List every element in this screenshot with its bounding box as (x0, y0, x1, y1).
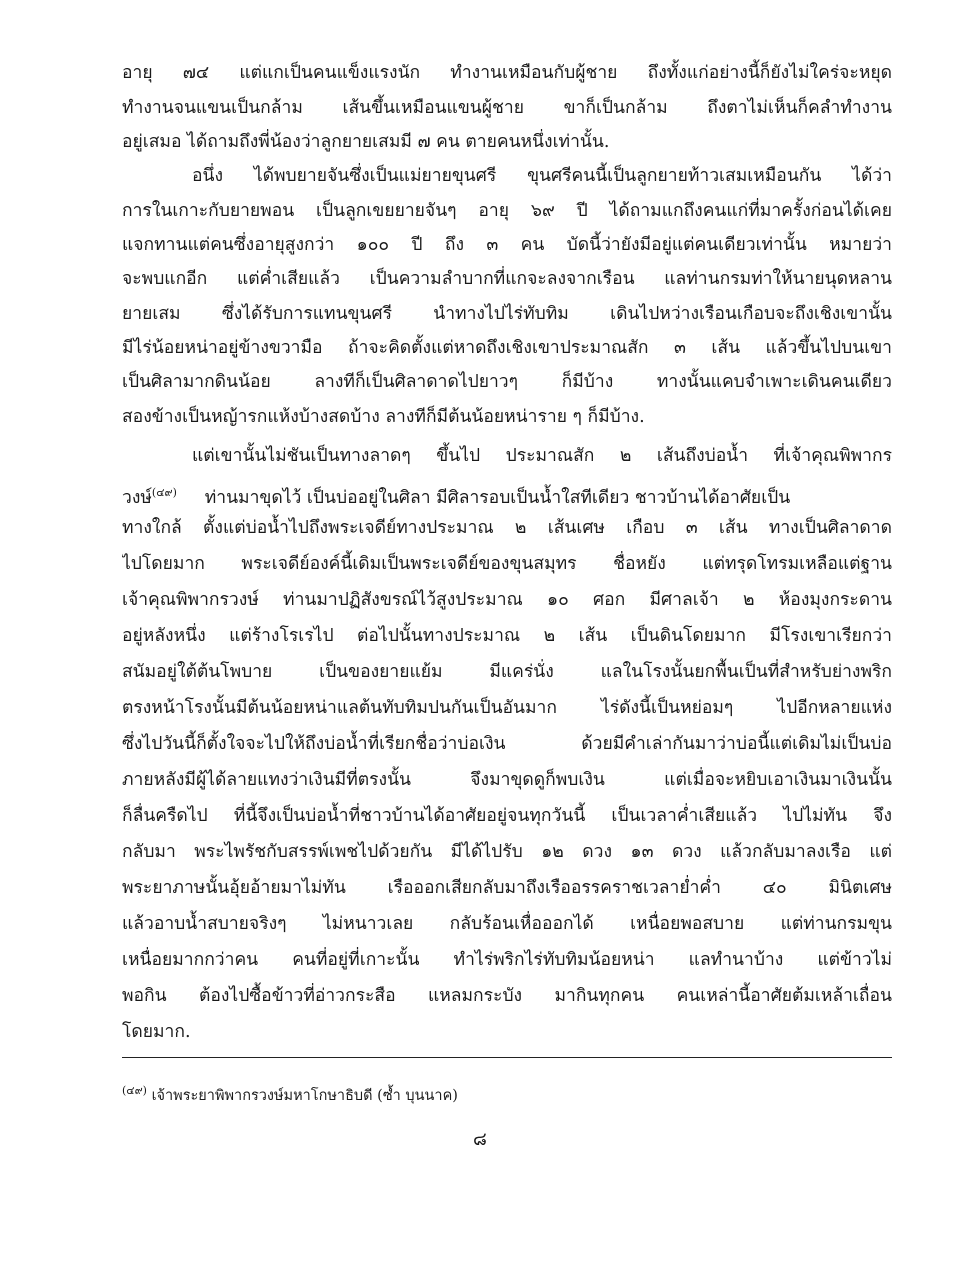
text-line: อายุ ๗๔ แต่แกเป็นคนแข็งแรงนัก ทำงานเหมือนกับผู้ชาย ถึงทั้งแก่อย่างนี้ก็ยังไม่ใคร่จะหยุด (122, 63, 892, 83)
text-line: เป็นศิลามากดินน้อย ลางทีก็เป็นศิลาดาดไปยาวๆ ก็มีบ้าง ทางนั้นแคบจำเพาะเดินคนเดียว (122, 372, 892, 392)
text-line: สองข้างเป็นหญ้ารกแห้งบ้างสดบ้าง ลางทีก็มีต้นน้อยหน่าราย ๆ ก็มีบ้าง. (122, 407, 645, 427)
text-line: อยู่เสมอ ได้ถามถึงพี่น้องว่าลูกยายเสมมี ๗ คน ตายคนหนึ่งเท่านั้น. (122, 132, 610, 152)
footnote-reference: (๔๙) (151, 486, 177, 499)
text-line: ภายหลังมีผู้ได้ลายแทงว่าเงินมีที่ตรงนั้น จึงมาขุดดูก็พบเงิน แต่เมื่อจะหยิบเอาเงินมาเงินนั้น (122, 770, 892, 790)
text-line: ทำงานจนแขนเป็นกล้าม เส้นขึ้นเหมือนแขนผู้ชาย ขาก็เป็นกล้าม ถึงตาไม่เห็นก็คลำทำงาน (122, 98, 892, 118)
footnote-marker: (๔๙) (122, 1084, 147, 1097)
text-line: เจ้าคุณพิพากรวงษ์ ท่านมาปฏิสังขรณ์ไว้สูงประมาณ ๑๐ ศอก มีศาลเจ้า ๒ ห้องมุงกระดาน (122, 590, 892, 610)
text-line: ก็ลื่นครืดไป ที่นี้จึงเป็นบ่อน้ำที่ชาวบ้านได้อาศัยอยู่จนทุกวันนี้ เป็นเวลาค่ำเสียแล้ว ไปไม่ทัน จึง (122, 806, 892, 826)
text-line: ตรงหน้าโรงนั้นมีต้นน้อยหน่าแลต้นทับทิมปนกันเป็นอันมาก ไร่ดังนี้เป็นหย่อมๆ ไปอีกหลายแห่ง (122, 698, 892, 718)
text-line: ทางใกล้ ตั้งแต่บ่อน้ำไปถึงพระเจดีย์ทางประมาณ ๒ เส้นเศษ เกือบ ๓ เส้น ทางเป็นศิลาดาด (122, 518, 892, 538)
text-line: อนึ่ง ได้พบยายจันซึ่งเป็นแม่ยายขุนศรี ขุนศรีคนนี้เป็นลูกยายท้าวเสมเหมือนกัน ได้ว่า (192, 166, 892, 186)
text-line: มีไร่น้อยหน่าอยู่ข้างขวามือ ถ้าจะคิดตั้งแต่หาดถึงเชิงเขาประมาณสัก ๓ เส้น แล้วขึ้นไปบนเขา (122, 338, 892, 358)
text-line: แจกทานแต่คนซึ่งอายุสูงกว่า ๑๐๐ ปี ถึง ๓ คน บัดนี้ว่ายังมีอยู่แต่คนเดียวเท่านั้น หมายว่า (122, 235, 892, 255)
footnote (122, 1080, 892, 1107)
text-fragment: วงษ์ (122, 487, 152, 508)
footnote-divider (122, 1057, 892, 1058)
text-line: โดยมาก. (122, 1022, 191, 1042)
footnote-text: เจ้าพระยาพิพากรวงษ์มหาโกษาธิบดี (ซ้ำ บุนนาค) (151, 1087, 458, 1104)
text-line: สนัมอยู่ใต้ต้นโพบาย เป็นของยายแย้ม มีแคร่นั่ง แลในโรงนั้นยกพื้นเป็นที่สำหรับย่างพริก (122, 662, 892, 682)
text-line: การในเกาะกับยายพอน เป็นลูกเขยยายจันๆ อายุ ๖๙ ปี ได้ถามแกถึงคนแก่ที่มาครั้งก่อนได้เคย (122, 201, 892, 221)
text-line: จะพบแกอีก แต่ค่ำเสียแล้ว เป็นความลำบากที่แกจะลงจากเรือน แลท่านกรมท่าให้นายนุดหลาน (122, 269, 892, 289)
text-line: อยู่หลังหนึ่ง แต่ร้างโรเรไป ต่อไปนั้นทางประมาณ ๒ เส้น เป็นดินโดยมาก มีโรงเขาเรียกว่า (122, 626, 892, 646)
text-line: แต่เขานั้นไม่ชันเป็นทางลาดๆ ขึ้นไป ประมาณสัก ๒ เส้นถึงบ่อน้ำ ที่เจ้าคุณพิพากร (192, 446, 892, 466)
page-number: ๘ (473, 1129, 487, 1150)
text-line: แล้วอาบน้ำสบายจริงๆ ไม่หนาวเลย กลับร้อนเหื่อออกได้ เหนื่อยพอสบาย แต่ท่านกรมขุน (122, 914, 892, 934)
text-line: พระยาภาษนั้นอุ้ยอ้ายมาไม่ทัน เรือออกเสียกลับมาถึงเรืออรรคราชเวลาย่ำค่ำ ๔๐ มินิตเศษ (122, 878, 892, 898)
text-line-with-footnote-ref (122, 478, 892, 508)
text-line: ไปโดยมาก พระเจดีย์องค์นี้เดิมเป็นพระเจดีย์ของขุนสมุทร ชื่อหยัง แต่ทรุดโทรมเหลือแต่ฐาน (122, 554, 892, 574)
text-line: พอกิน ต้องไปซื้อข้าวที่อ่าวกระสือ แหลมกระบัง มากินทุกคน คนเหล่านี้อาศัยต้มเหล้าเถื่อน (122, 986, 892, 1006)
text-line: ซึ่งไปวันนี้ก็ตั้งใจจะไปให้ถึงบ่อน้ำที่เรียกชื่อว่าบ่อเงิน ด้วยมีคำเล่ากันมาว่าบ่อนี้แต่เดิมไม่เป็นบ่อ (122, 734, 892, 754)
text-line: ยายเสม ซึ่งได้รับการแทนขุนศรี นำทางไปไร่ทับทิม เดินไปหว่างเรือนเกือบจะถึงเชิงเขานั้น (122, 304, 892, 324)
text-line: เหนื่อยมากกว่าคน คนที่อยู่ที่เกาะนั้น ทำไร่พริกไร่ทับทิมน้อยหน่า แลทำนาบ้าง แต่ข้าวไม่ (122, 950, 892, 970)
text-fragment: ท่านมาขุดไว้ เป็นบ่ออยู่ในศิลา มีศิลารอบเป็นน้ำใสทีเดียว ชาวบ้านได้อาศัยเป็น (204, 487, 791, 508)
text-line: กลับมา พระไพรัชกับสรรพ์เพชไปด้วยกัน มีได้ไปรับ ๑๒ ดวง ๑๓ ดวง แล้วกลับมาลงเรือ แต่ (122, 842, 892, 862)
